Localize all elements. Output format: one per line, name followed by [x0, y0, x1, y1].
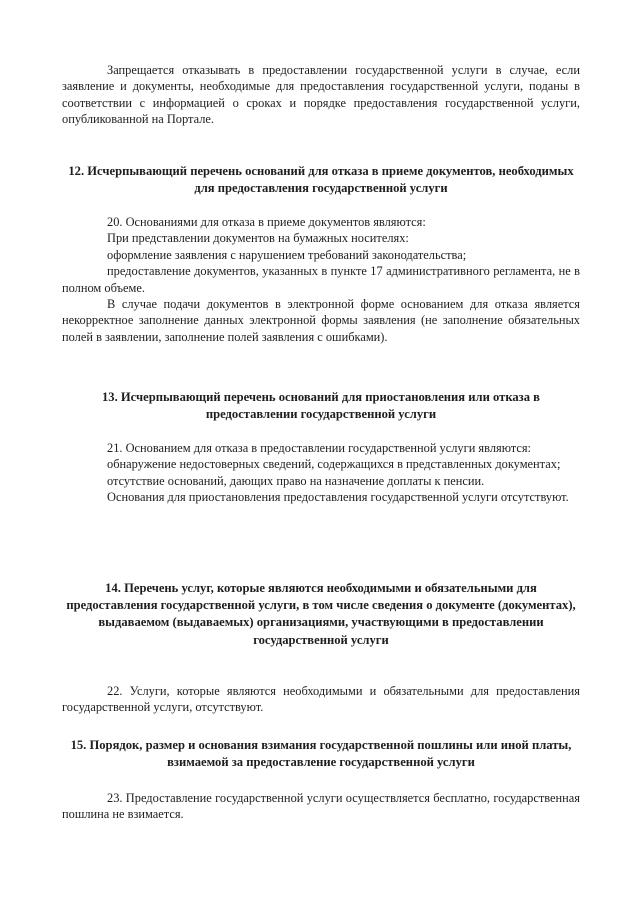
- section-13: [62, 389, 580, 423]
- paragraph-20: 20. Основаниями для отказа в приеме документов являются:: [107, 215, 426, 229]
- section-15-body: [62, 790, 580, 823]
- section-15-heading: 15. Порядок, размер и основания взимания государственной пошлины или иной платы, взимаемой за предоставление государственной услуги: [70, 738, 572, 770]
- section-12-heading: 12. Исчерпывающий перечень оснований для отказа в приеме документов, необходимых для предоставления государственной услуги: [68, 164, 574, 196]
- paragraph-21: 21. Основанием для отказа в предоставлении государственной услуги являются:: [107, 441, 532, 455]
- intro-block: [62, 62, 580, 128]
- electronic-form-paragraph: В случае подачи документов в электронной форме основанием для отказа является некорректное заполнение данных электронной формы заявления (не заполнение обязательных полей в заявлении, заполнение полей заявления с ошибками).: [62, 297, 580, 344]
- refusal-item-2: предоставление документов, указанных в пункте 17 административного регламента, не в полном объеме.: [62, 264, 580, 295]
- denial-item-1: обнаружение недостоверных сведений, содержащихся в представленных документах;: [107, 457, 561, 472]
- paragraph-23: 23. Предоставление государственной услуги осуществляется бесплатно, государственная пошлина не взимается.: [62, 791, 580, 822]
- section-13-heading: 13. Исчерпывающий перечень оснований для приостановления или отказа в предоставлении государственной услуги: [101, 390, 540, 422]
- refusal-item-1: оформление заявления с нарушением требований законодательства;: [107, 247, 467, 262]
- section-12: [62, 163, 580, 197]
- section-12-body: [62, 214, 580, 345]
- section-15: [62, 737, 580, 771]
- paper-documents-line: При представлении документов на бумажных носителях:: [107, 231, 409, 246]
- section-14-body: [62, 683, 580, 716]
- paragraph-22: 22. Услуги, которые являются необходимыми и обязательными для предоставления государственной услуги, отсутствуют.: [62, 684, 580, 715]
- section-14: [62, 580, 580, 649]
- suspension-paragraph: Основания для приостановления предоставления государственной услуги отсутствуют.: [107, 490, 569, 505]
- intro-paragraph: Запрещается отказывать в предоставлении государственной услуги в случае, если заявление и документы, необходимые для предоставления государственной услуги, поданы в соответствии с информацией о сроках и порядке предоставления государственной услуги, опубликованной на Портале.: [62, 63, 580, 127]
- denial-item-2: отсутствие оснований, дающих право на назначение доплаты к пенсии.: [107, 473, 485, 488]
- section-13-body: [62, 440, 580, 506]
- section-14-heading: 14. Перечень услуг, которые являются необходимыми и обязательными для предоставления государственной услуги, в том числе сведения о документе (документах), выдаваемом (выдаваемых) организациями, участвующими в предоставлении государственной услуги: [66, 581, 576, 647]
